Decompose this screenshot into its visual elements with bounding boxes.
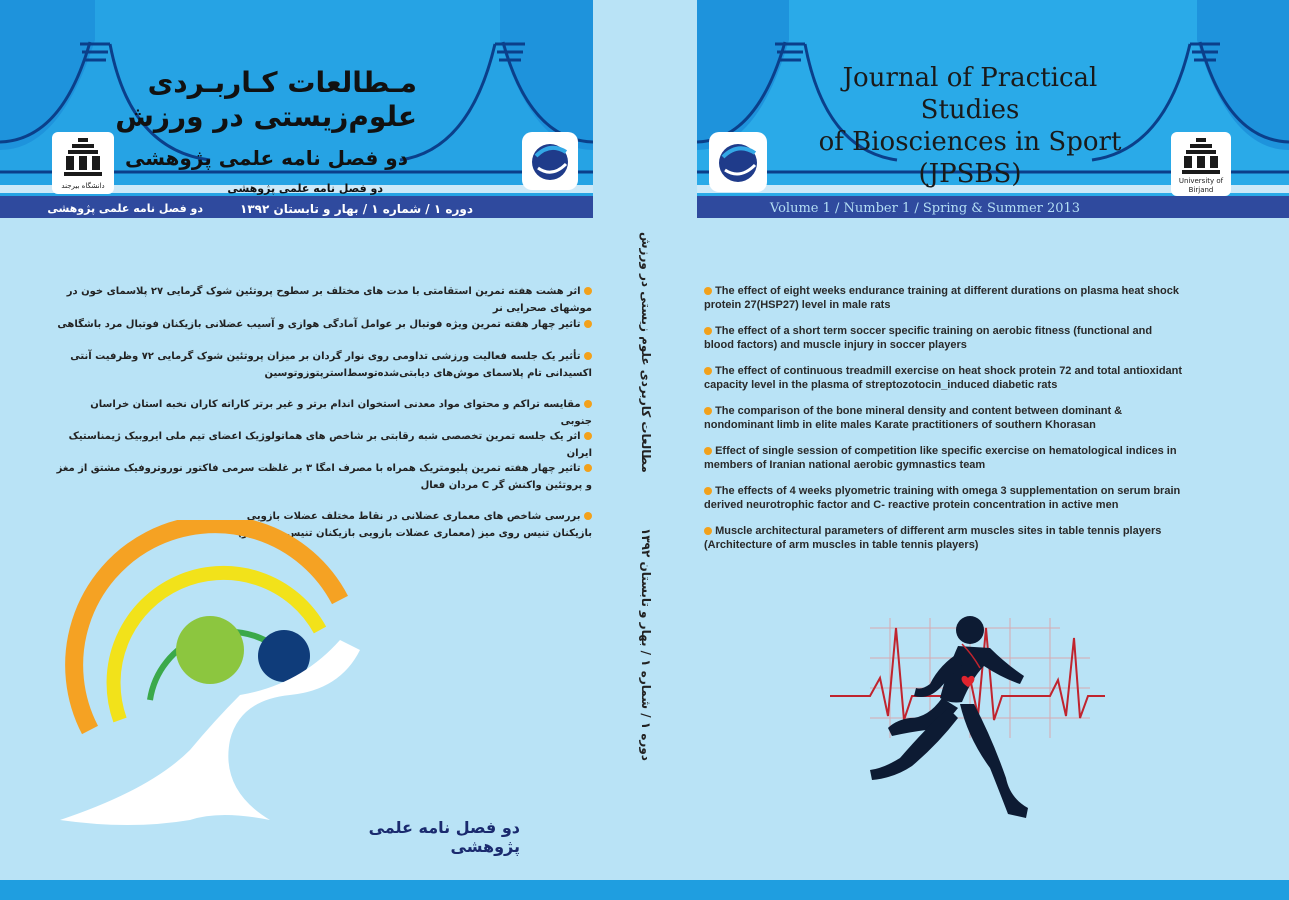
article-fa-7: بررسی شاخص های معماری عضلانی در نقاط مختلف عضلات بازویی بازیکنان تنیس روی میز (معماری عضلات بازویی بازیکنان تنیس روی میز) xyxy=(237,511,592,539)
bottom-strip xyxy=(0,880,1289,900)
band-label: دو فصل نامه علمی پژوهشی xyxy=(47,202,203,215)
spine-issue: دوره ۱ / شماره ۱ / بهار و تابستان ۱۳۹۲ xyxy=(639,528,653,761)
journal-logo-icon xyxy=(522,132,578,190)
journal-logo-front xyxy=(709,132,767,192)
university-seal-icon xyxy=(52,132,114,182)
back-issue: دوره ۱ / شماره ۱ / بهار و تابستان ۱۳۹۲ xyxy=(240,202,473,216)
back-title-line1: مـطالعات كـاربـردی xyxy=(147,66,417,99)
article-en-2: The effect of a short term soccer specific training on aerobic fitness (functional and blood factors) and muscle injury in soccer players xyxy=(704,325,1153,351)
article-fa-5: اثر یک جلسه تمرین تخصصی شبه رقابتی بر شاخص های هماتولوژیک اعضای تیم ملی ایروبیک ژیمناستیک ایران xyxy=(68,431,592,459)
bullet-icon xyxy=(704,327,712,335)
bullet-icon xyxy=(704,287,712,295)
bullet-icon xyxy=(584,512,592,520)
bullet-icon xyxy=(704,447,712,455)
back-bottom-title: دو فصل نامه علمی پژوهشی xyxy=(368,818,520,856)
runner-ecg-icon xyxy=(830,608,1110,848)
back-subtitle-small: دو فصل نامه علمی پژوهشی xyxy=(227,182,383,195)
front-title xyxy=(790,62,1150,190)
article-en-1: The effect of eight weeks endurance training at different durations on plasma heat shock protein 27(HSP27) level in male rats xyxy=(704,285,1179,311)
journal-logo xyxy=(522,132,578,190)
article-fa-4: مقایسه تراکم و محتوای مواد معدنی استخوان اندام برتر و غیر برتر کاراته کاران نخبه استان خراسان جنوبی xyxy=(90,399,592,427)
bullet-icon xyxy=(584,400,592,408)
spine-title: مطالعات کاربردی علوم زیستی در ورزش xyxy=(639,232,653,473)
article-en-5: Effect of single session of competition like specific exercise on hematological indices in members of Iranian national aerobic gymnastics team xyxy=(704,445,1177,471)
article-fa-6: تاثیر چهار هفته تمرین پلیومتریک همراه با مصرف امگا ۳ بر غلظت سرمی فاکتور نوروتروفیک مشتق از مغز و پروتئین واکنش گر C مردان فعال xyxy=(56,463,592,491)
university-seal-icon xyxy=(1171,132,1231,178)
university-label-2: Birjand xyxy=(1188,186,1214,194)
bullet-icon xyxy=(704,367,712,375)
article-en-4: The comparison of the bone mineral density and content between dominant & nondominant limb in elite males Karate practitioners of southern Khorasan xyxy=(704,405,1123,431)
article-fa-2: تاثیر چهار هفته تمرین ویژه فوتبال بر عوامل آمادگی هوازی و آسیب عضلانی بازیکنان فوتبال مرد باشگاهی xyxy=(56,316,592,333)
rainbow-arc-logo-icon xyxy=(40,520,370,840)
university-seal-front xyxy=(1171,132,1231,196)
bullet-icon xyxy=(584,464,592,472)
article-fa-1: اثر هشت هفته تمرین استقامتی با مدت های مختلف بر سطوح پروتئین شوک گرمایی ۲۷ پلاسمای خون در موشهای صحرایی نر xyxy=(66,286,592,314)
bullet-icon xyxy=(704,527,712,535)
article-en-3: The effect of continuous treadmill exercise on heat shock protein 72 and total antioxidant capacity level in the plasma of streptozotocin_induced diabetic rats xyxy=(704,365,1183,391)
university-seal xyxy=(52,132,114,194)
back-cover-header xyxy=(0,0,593,218)
bullet-icon xyxy=(584,432,592,440)
university-label: دانشگاه بیرجند xyxy=(61,182,105,190)
article-fa-3: تأثیر یک جلسه فعالیت ورزشی تداومی روی نوار گردان بر میزان پروتئین شوک گرمایی ۷۲ وظرفیت آنتی اکسیدانی تام پلاسمای موش‌های دیابتی‌شده‌توسط‌استرپتوزوتوسین xyxy=(70,351,592,379)
front-issue: Volume 1 / Number 1 / Spring & Summer 2013 xyxy=(769,201,1081,216)
bullet-icon xyxy=(584,352,592,360)
journal-logo-icon xyxy=(709,132,767,192)
bullet-icon xyxy=(704,407,712,415)
back-subtitle-large: دو فصل نامه علمی پژوهشی xyxy=(124,146,408,170)
front-title-line2: of Biosciences in Sport (JPSBS) xyxy=(818,127,1122,189)
spine xyxy=(593,0,697,880)
article-en-7: Muscle architectural parameters of different arm muscles sites in table tennis players (Architecture of arm muscles in table tennis players) xyxy=(704,525,1162,551)
bullet-icon xyxy=(704,487,712,495)
back-title-line2: علوم‌زيستی در ورزش xyxy=(115,100,417,133)
university-label-1: University of xyxy=(1178,177,1224,185)
front-title-line1: Journal of Practical Studies xyxy=(842,63,1098,125)
bullet-icon xyxy=(584,320,592,328)
article-en-6: The effects of 4 weeks plyometric training with omega 3 supplementation on serum brain derived neurotrophic factor and C- reactive protein concentration in active men xyxy=(704,485,1181,511)
bullet-icon xyxy=(584,287,592,295)
